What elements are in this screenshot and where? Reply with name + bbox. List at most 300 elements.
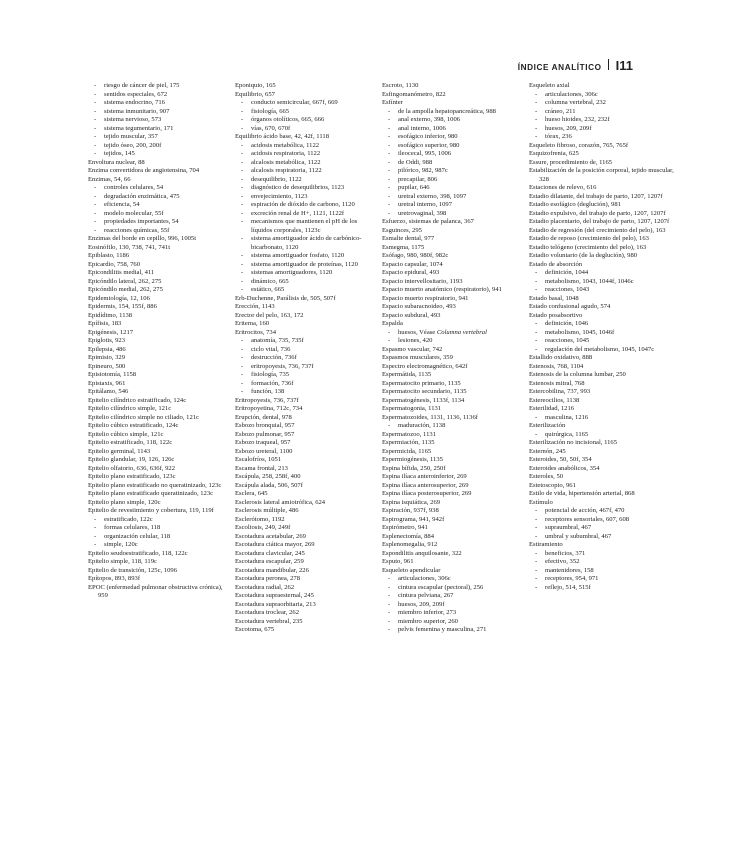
index-subentry xyxy=(529,337,674,346)
index-subentry xyxy=(235,167,380,176)
entry-text: Espacio muerto anatómico (respiratorio), 941 xyxy=(382,286,502,293)
entry-text: huesos, 209, 209f xyxy=(545,124,592,132)
index-subentry xyxy=(88,218,233,227)
index-entry xyxy=(88,575,233,584)
entry-text: pelvis femenina y masculina, 271 xyxy=(398,626,487,633)
entry-text: huesos, 209, 209f xyxy=(398,600,445,608)
index-entry xyxy=(529,193,674,202)
index-subentry xyxy=(235,235,380,252)
index-entry xyxy=(235,82,380,91)
index-entry xyxy=(382,261,527,270)
index-entry xyxy=(88,380,233,389)
entry-text: Epigénesis, 1217 xyxy=(88,328,134,336)
entry-text: Espectro electromagnético, 642f xyxy=(382,362,468,370)
index-entry xyxy=(382,371,527,380)
entry-text: articulaciones, 306c xyxy=(545,90,598,98)
entry-text: Escotadura ciática mayor, 269 xyxy=(235,541,315,548)
entry-text: formas celulares, 118 xyxy=(104,524,161,531)
entry-text: Esmegma, 1175 xyxy=(382,243,425,251)
index-subentry xyxy=(529,533,674,542)
entry-text: Escotadura peronea, 278 xyxy=(235,575,300,582)
index-subentry xyxy=(382,193,527,202)
index-entry xyxy=(88,490,233,499)
index-entry xyxy=(88,278,233,287)
index-entry xyxy=(235,533,380,542)
entry-text: Esqueleto apendicular xyxy=(382,566,441,574)
index-entry xyxy=(382,380,527,389)
entry-text: Epidemiología, 12, 106 xyxy=(88,294,150,302)
index-subentry xyxy=(88,116,233,125)
index-entry xyxy=(382,524,527,533)
index-entry xyxy=(529,490,674,499)
index-entry xyxy=(382,218,527,227)
index-entry xyxy=(529,244,674,253)
entry-text: fisiología, 665 xyxy=(251,107,290,115)
entry-text: precapilar, 806 xyxy=(398,175,438,183)
entry-text: Epitelio olfatorio, 636, 636f, 922 xyxy=(88,464,175,472)
index-entry xyxy=(382,431,527,440)
entry-text: envejecimiento, 1123 xyxy=(251,192,308,200)
index-entry xyxy=(88,465,233,474)
index-subentry xyxy=(88,193,233,202)
entry-text: Escroto, 1130 xyxy=(382,82,419,89)
index-subentry xyxy=(235,261,380,270)
index-entry xyxy=(529,541,674,550)
index-entry xyxy=(88,329,233,338)
index-subentry xyxy=(382,133,527,142)
entry-text: anatomía, 735, 735f xyxy=(251,337,304,344)
entry-text: Epitálamo, 546 xyxy=(88,388,129,395)
entry-text: Escotadura clavicular, 245 xyxy=(235,549,305,557)
entry-text: Espermatozoides, 1131, 1136, 1136f xyxy=(382,413,478,421)
index-column-4 xyxy=(529,82,674,592)
entry-text: Estadio de regresión (del crecimiento del pelo), 163 xyxy=(529,226,666,234)
index-column-3 xyxy=(382,82,527,635)
index-subentry xyxy=(88,516,233,525)
index-subentry xyxy=(235,99,380,108)
entry-text: Espermatocito primario, 1135 xyxy=(382,379,461,387)
index-entry xyxy=(235,550,380,559)
index-entry xyxy=(88,499,233,508)
index-entry xyxy=(382,456,527,465)
index-subentry xyxy=(88,91,233,100)
entry-text: Estadio expulsivo, del trabajo de parto, 1207, 1207f xyxy=(529,209,666,217)
entry-text: Esbozo traqueal, 957 xyxy=(235,439,291,446)
entry-text: Esteroides anabólicos, 354 xyxy=(529,464,600,472)
entry-text: hueso hioides, 232, 232f xyxy=(545,116,610,123)
index-subentry xyxy=(235,337,380,346)
entry-text: Estadio voluntario (de la deglución), 980 xyxy=(529,252,638,259)
entry-text: Esterilidad, 1216 xyxy=(529,405,575,412)
entry-text: Epitelio seudoestratificado, 118, 122c xyxy=(88,549,188,557)
entry-text: tejido muscular, 357 xyxy=(104,133,158,140)
index-subentry xyxy=(529,286,674,295)
index-subentry xyxy=(529,558,674,567)
index-entry xyxy=(529,380,674,389)
index-entry xyxy=(88,558,233,567)
entry-text: Estado confusional agudo, 574 xyxy=(529,303,611,310)
index-subentry xyxy=(88,210,233,219)
index-entry xyxy=(88,414,233,423)
index-entry xyxy=(235,431,380,440)
entry-text: Epicóndilo medial, 262, 275 xyxy=(88,286,163,293)
entry-text: Espina isquiática, 269 xyxy=(382,498,441,506)
index-entry xyxy=(235,516,380,525)
entry-text: dinámico, 665 xyxy=(251,277,289,285)
entry-text: Estadio de reposo (crecimiento del pelo), 163 xyxy=(529,235,649,242)
entry-text: Espermiogénesis, 1135 xyxy=(382,456,443,463)
index-subentry xyxy=(235,201,380,210)
index-entry xyxy=(382,473,527,482)
entry-text: uretral externo, 398, 1097 xyxy=(398,192,467,200)
index-entry xyxy=(529,482,674,491)
index-subentry xyxy=(529,346,674,355)
entry-text: EPOC (enfermedad pulmonar obstructiva crónica), 959 xyxy=(88,583,223,599)
entry-text: ciclo vital, 736 xyxy=(251,345,291,353)
entry-text: Epitelio plano estratificado, 123c xyxy=(88,473,176,480)
index-entry xyxy=(529,456,674,465)
entry-text: Escotadura supraorbitaria, 213 xyxy=(235,600,316,608)
index-entry xyxy=(88,295,233,304)
entry-text: regulación del metabolismo, 1045, 1047c xyxy=(545,345,655,353)
entry-text: Estenosis mitral, 768 xyxy=(529,379,585,387)
index-entry xyxy=(529,465,674,474)
index-entry xyxy=(382,550,527,559)
entry-text: de la ampolla hepatopancreática, 988 xyxy=(398,107,496,115)
index-subentry xyxy=(235,286,380,295)
entry-text: Epidermis, 154, 155f, 886 xyxy=(88,303,157,310)
entry-text: Epífisis, 183 xyxy=(88,320,122,327)
index-entry xyxy=(529,227,674,236)
index-subentry xyxy=(382,592,527,601)
index-subentry xyxy=(382,159,527,168)
index-entry xyxy=(382,346,527,355)
index-entry xyxy=(88,176,233,185)
entry-text: Espirograma, 941, 942f xyxy=(382,515,445,523)
index-subentry xyxy=(382,584,527,593)
index-entry xyxy=(529,235,674,244)
index-subentry xyxy=(529,278,674,287)
index-entry xyxy=(235,541,380,550)
entry-text: excreción renal de H+, 1121, 1122f xyxy=(251,209,345,217)
index-entry xyxy=(88,456,233,465)
index-subentry xyxy=(382,125,527,134)
index-subentry xyxy=(88,108,233,117)
entry-text: miembro inferior, 273 xyxy=(398,609,457,616)
index-subentry xyxy=(382,108,527,117)
entry-text: Espermatocito secundario, 1135 xyxy=(382,388,467,395)
entry-text: Espermatogénesis, 1133f, 1134 xyxy=(382,396,465,404)
entry-text: reflejo, 514, 515f xyxy=(545,583,591,591)
index-entry xyxy=(529,439,674,448)
index-entry xyxy=(88,422,233,431)
entry-text: Esfuerzo, sistemas de palanca, 367 xyxy=(382,218,474,225)
index-subentry xyxy=(235,159,380,168)
entry-text: sistema nervioso, 573 xyxy=(104,116,162,123)
index-entry xyxy=(88,312,233,321)
index-entry xyxy=(235,422,380,431)
entry-text: acidosis respiratoria, 1122 xyxy=(251,150,321,157)
entry-text: metabolismo, 1043, 1044f, 1046c xyxy=(545,277,634,285)
index-subentry xyxy=(88,125,233,134)
index-entry xyxy=(235,499,380,508)
entry-text: sentidos especiales, 672 xyxy=(104,90,168,98)
index-entry xyxy=(88,405,233,414)
index-entry xyxy=(529,218,674,227)
entry-text: Epicardio, 758, 760 xyxy=(88,260,141,268)
entry-text: conducto semicircular, 667f, 669 xyxy=(251,99,338,106)
section-title: ÍNDICE ANALÍTICO xyxy=(517,63,602,72)
entry-text: reacciones químicas, 55f xyxy=(104,226,170,234)
index-entry xyxy=(235,133,380,142)
index-entry xyxy=(529,448,674,457)
index-subentry xyxy=(529,320,674,329)
entry-text: simple, 120c xyxy=(104,541,138,548)
entry-text: Espirómetro, 941 xyxy=(382,524,428,531)
entry-text: Esmalte dental, 977 xyxy=(382,235,435,242)
entry-text: Epicondilitis medial, 411 xyxy=(88,269,155,276)
index-entry xyxy=(382,558,527,567)
entry-text: Espacio subaracnoideo, 493 xyxy=(382,303,456,310)
entry-text: articulaciones, 306c xyxy=(398,575,451,582)
entry-text: Espina bífida, 250, 250f xyxy=(382,464,446,472)
index-entry xyxy=(382,414,527,423)
entry-text: Espasmo vascular, 742 xyxy=(382,345,443,353)
entry-text: Epitelio cilíndrico simple, 121c xyxy=(88,405,172,412)
index-entry xyxy=(529,397,674,406)
entry-text: Epitelio plano estratificado queratinizado, 123c xyxy=(88,490,214,497)
index-subentry xyxy=(382,176,527,185)
entry-text: espiración de dióxido de carbono, 1120 xyxy=(251,201,355,208)
index-subentry xyxy=(235,380,380,389)
index-entry xyxy=(529,312,674,321)
entry-text: Estenosis, 768, 1104 xyxy=(529,362,584,370)
entry-text: cintura pelviana, 267 xyxy=(398,592,454,599)
index-entry xyxy=(529,261,674,270)
index-subentry xyxy=(382,184,527,193)
entry-text: Esterilización no incisional, 1165 xyxy=(529,439,618,446)
entry-text: Espermicida, 1165 xyxy=(382,447,432,455)
index-entry xyxy=(235,448,380,457)
index-entry xyxy=(382,363,527,372)
entry-text: Enzimas del borde en cepillo, 996, 1005t xyxy=(88,235,197,242)
index-entry xyxy=(529,167,674,184)
entry-text: Epitelio plano estratificado no queratinizado, 123c xyxy=(88,481,222,489)
entry-text: Espacio muerto respiratorio, 941 xyxy=(382,294,469,302)
index-entry xyxy=(529,184,674,193)
entry-text: Escápula, 258, 258f, 400 xyxy=(235,473,301,480)
entry-text: Estilo de vida, hipertensión arterial, 868 xyxy=(529,490,635,497)
index-subentry xyxy=(382,626,527,635)
entry-text: sistema inmunitario, 907 xyxy=(104,107,170,115)
index-subentry xyxy=(529,269,674,278)
index-entry xyxy=(529,159,674,168)
index-entry xyxy=(88,252,233,261)
index-entry xyxy=(382,507,527,516)
entry-text: Espina ilíaca anteroinferior, 269 xyxy=(382,473,467,480)
index-entry xyxy=(235,91,380,100)
index-entry xyxy=(382,99,527,108)
index-entry xyxy=(529,201,674,210)
entry-text: definición, 1044 xyxy=(545,269,589,276)
index-subentry xyxy=(529,507,674,516)
entry-text: Episiotomía, 1158 xyxy=(88,371,137,378)
entry-text: Enzimas, 54, 66 xyxy=(88,175,131,183)
index-entry xyxy=(529,150,674,159)
entry-text: sistema amortiguador fosfato, 1120 xyxy=(251,252,345,259)
page-number: I11 xyxy=(615,58,633,73)
index-subentry xyxy=(235,116,380,125)
index-entry xyxy=(382,82,527,91)
entry-text: Estenosis de la columna lumbar, 250 xyxy=(529,371,626,378)
entry-text: Estímulo xyxy=(529,498,553,506)
index-subentry xyxy=(529,116,674,125)
entry-text: Estabilización de la posición corporal, tejido muscular, 328 xyxy=(529,167,674,183)
index-entry xyxy=(88,448,233,457)
index-entry xyxy=(235,584,380,593)
entry-text: Esqueleto fibroso, corazón, 765, 765f xyxy=(529,141,629,149)
entry-text: Esqueleto axial xyxy=(529,82,570,89)
entry-text: Eritropoyetina, 712c, 734 xyxy=(235,405,303,412)
entry-text: eficiencia, 54 xyxy=(104,201,140,208)
entry-text: efectivo, 352 xyxy=(545,558,580,565)
index-subentry xyxy=(88,201,233,210)
running-header xyxy=(518,58,633,73)
index-entry xyxy=(88,286,233,295)
index-entry xyxy=(529,371,674,380)
entry-text: Esfínter xyxy=(382,99,403,106)
entry-text: Esófago, 980, 980f, 982c xyxy=(382,252,449,259)
entry-text: Escotadura vertebral, 235 xyxy=(235,617,303,625)
entry-text: Epitelio de transición, 125c, 1096 xyxy=(88,566,177,574)
entry-text: lesiones, 420 xyxy=(398,337,433,344)
index-entry xyxy=(235,618,380,627)
index-subentry xyxy=(88,150,233,159)
index-entry xyxy=(529,252,674,261)
index-entry xyxy=(529,295,674,304)
entry-text: pilórico, 982, 987c xyxy=(398,167,448,174)
index-subentry xyxy=(235,193,380,202)
entry-text: Escotadura escapular, 259 xyxy=(235,558,304,565)
index-subentry xyxy=(382,116,527,125)
entry-text: Estado basal, 1048 xyxy=(529,294,579,302)
index-entry xyxy=(382,439,527,448)
index-entry xyxy=(235,626,380,635)
entry-text: controles celulares, 54 xyxy=(104,184,164,191)
entry-text: alcalosis metabólica, 1122 xyxy=(251,158,321,166)
index-subentry xyxy=(382,329,527,338)
entry-text: pupilar, 646 xyxy=(398,184,430,191)
index-entry xyxy=(382,465,527,474)
index-subentry xyxy=(529,516,674,525)
index-entry xyxy=(235,592,380,601)
entry-text: Espacio capsular, 1074 xyxy=(382,260,443,268)
entry-text: Estadio telógeno (crecimiento del pelo), 163 xyxy=(529,243,647,251)
index-entry xyxy=(382,533,527,542)
entry-text: Essure, procedimiento de, 1165 xyxy=(529,158,613,166)
entry-text: Erección, 1143 xyxy=(235,303,275,310)
index-subentry xyxy=(88,133,233,142)
index-entry xyxy=(88,303,233,312)
entry-text: órganos otolíticos, 665, 666 xyxy=(251,116,325,123)
index-subentry xyxy=(235,108,380,117)
entry-text: Epitelio germinal, 1143 xyxy=(88,447,151,455)
index-subentry xyxy=(529,91,674,100)
index-subentry xyxy=(235,184,380,193)
entry-text: Espermátida, 1135 xyxy=(382,371,432,378)
index-entry xyxy=(382,516,527,525)
entry-text: Escotoma, 675 xyxy=(235,626,275,633)
index-subentry xyxy=(235,363,380,372)
entry-text: sistemas amortiguadores, 1120 xyxy=(251,269,333,276)
entry-text: Epitelio estratificado, 118, 122c xyxy=(88,439,173,446)
entry-text: estratificado, 122c xyxy=(104,515,153,523)
entry-text: ileocecal, 995, 1006 xyxy=(398,150,452,157)
entry-text: cráneo, 211 xyxy=(545,107,576,115)
index-entry xyxy=(529,499,674,508)
entry-text: acidosis metabólica, 1122 xyxy=(251,141,320,149)
index-subentry xyxy=(529,550,674,559)
index-entry xyxy=(235,312,380,321)
entry-text: esofágico inferior, 980 xyxy=(398,133,458,140)
entry-text: reacciones, 1043 xyxy=(545,286,590,293)
index-entry xyxy=(235,567,380,576)
index-subentry xyxy=(382,337,527,346)
index-subentry xyxy=(529,125,674,134)
index-subentry xyxy=(235,176,380,185)
index-subentry xyxy=(382,609,527,618)
index-entry xyxy=(88,507,233,516)
index-entry xyxy=(88,261,233,270)
entry-text: Espina ilíaca anterosuperior, 269 xyxy=(382,481,469,489)
index-subentry xyxy=(88,142,233,151)
entry-text: sistema tegumentario, 171 xyxy=(104,124,174,132)
entry-text: Epitelio glandular, 19, 126, 126c xyxy=(88,456,175,463)
index-subentry xyxy=(235,125,380,134)
entry-text: tejido óseo, 200, 200f xyxy=(104,141,162,149)
entry-text: Espasmos musculares, 359 xyxy=(382,354,453,361)
entry-text: Estadio dilatante, del trabajo de parto, 1207, 1207f xyxy=(529,192,663,200)
entry-text: alcalosis respiratoria, 1122 xyxy=(251,167,322,174)
index-entry xyxy=(88,346,233,355)
entry-text: Epilepsia, 486 xyxy=(88,345,126,353)
entry-text: Escama frontal, 213 xyxy=(235,464,288,472)
entry-text: Enzima convertidora de angiotensina, 704 xyxy=(88,167,200,174)
entry-text: modelo molecular, 55f xyxy=(104,209,164,217)
entry-text: sistema amortiguador ácido de carbónico-bicarbonato, 1120 xyxy=(251,235,362,251)
entry-text: potencial de acción, 467f, 470 xyxy=(545,507,625,514)
entry-text: Escotadura troclear, 262 xyxy=(235,609,299,616)
entry-text: Espalda xyxy=(382,320,403,327)
entry-text: Eponiquio, 165 xyxy=(235,82,276,89)
index-entry xyxy=(529,388,674,397)
entry-text: Espermiación, 1135 xyxy=(382,439,435,446)
entry-text: Espacio epidural, 493 xyxy=(382,269,440,276)
entry-text: Esterilización xyxy=(529,422,566,429)
entry-text: Esteroides, 50, 50f, 354 xyxy=(529,456,592,463)
entry-text: Epitelio cilíndrico estratificado, 124c xyxy=(88,396,187,404)
index-entry xyxy=(88,235,233,244)
entry-text: Esplenectomía, 884 xyxy=(382,532,435,540)
index-subentry xyxy=(382,618,527,627)
index-entry xyxy=(235,439,380,448)
entry-text: Epimisio, 329 xyxy=(88,354,125,361)
entry-text: Epidídimo, 1138 xyxy=(88,311,133,319)
entry-text: Eosinófilo, 130, 738, 741, 741t xyxy=(88,243,171,251)
index-entry xyxy=(382,235,527,244)
index-entry xyxy=(382,252,527,261)
entry-text: Escotadura mandibular, 226 xyxy=(235,566,309,574)
